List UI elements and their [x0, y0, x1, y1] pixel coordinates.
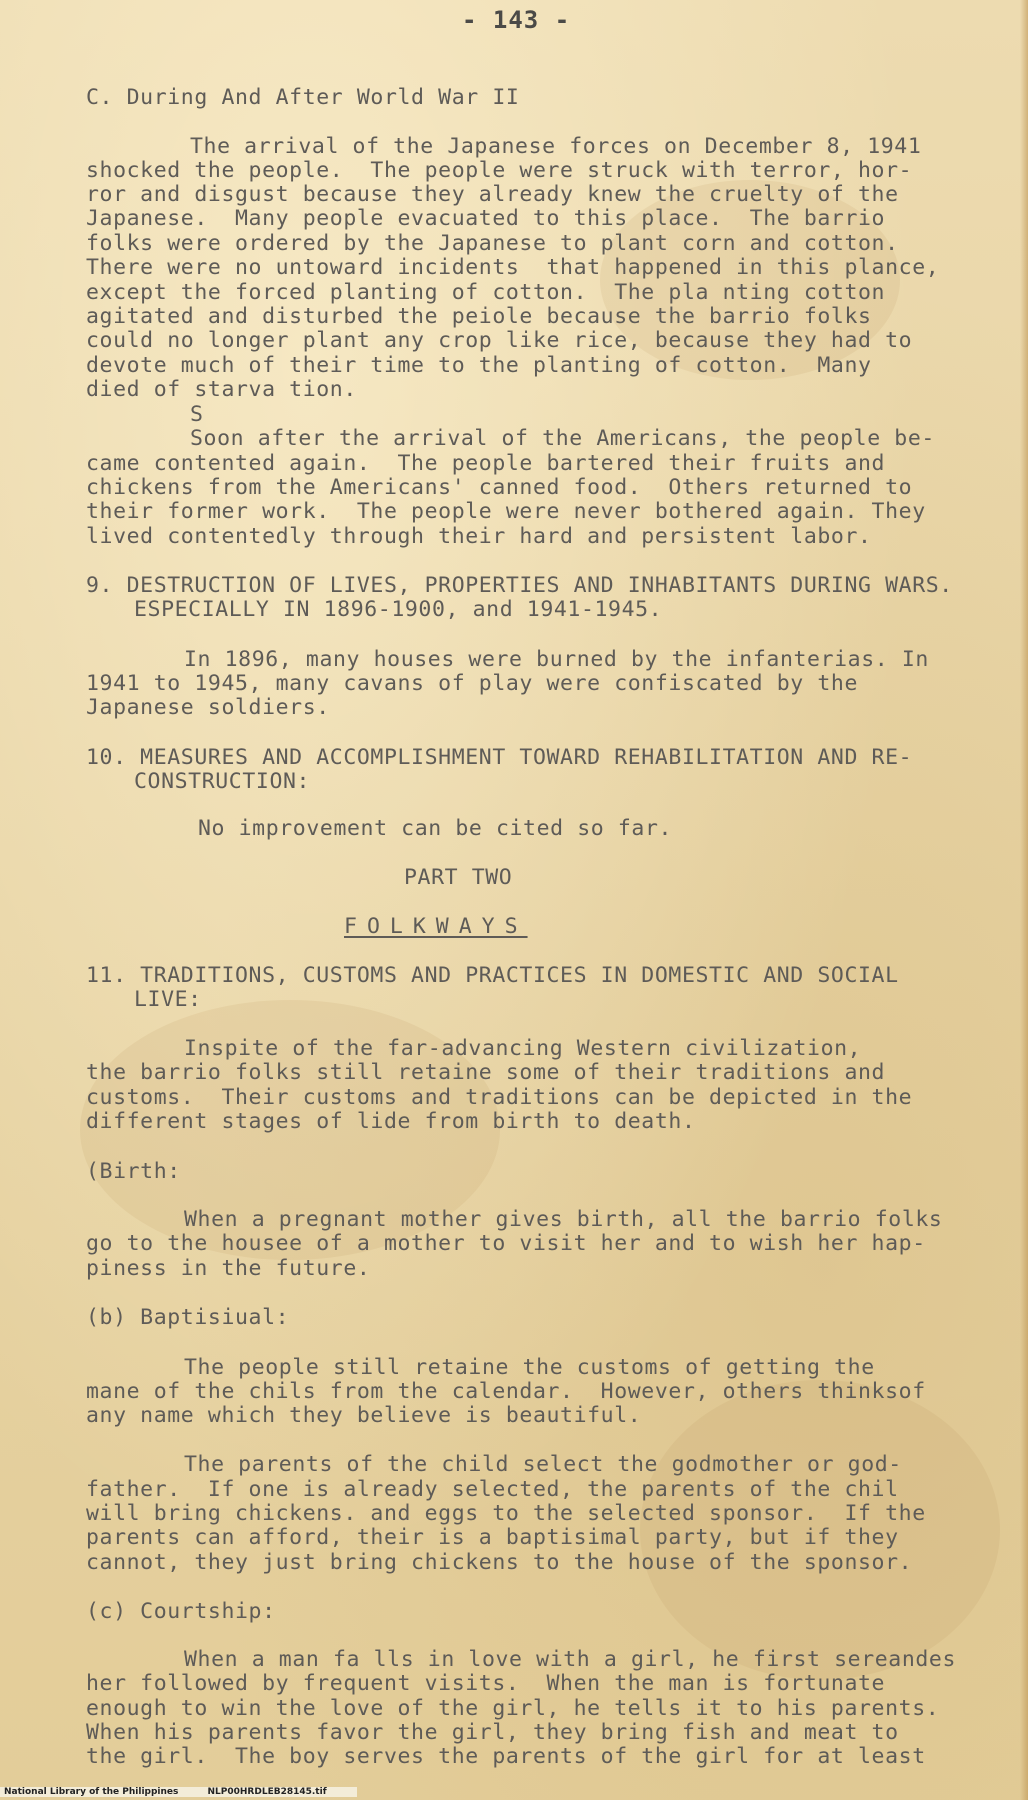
numbered-heading: 9. DESTRUCTION OF LIVES, PROPERTIES AND INHABITANTS DURING WARS. — [86, 573, 953, 598]
text-line: mane of the chils from the calendar. However, others thinksof — [86, 1379, 926, 1404]
scan-footer — [0, 1787, 357, 1797]
text-line: will bring chickens. and eggs to the selected sponsor. If the — [86, 1501, 926, 1526]
numbered-heading: ESPECIALLY IN 1896-1900, and 1941-1945. — [134, 597, 663, 622]
text-line: died of starva tion. — [86, 377, 357, 402]
subheading: (c) Courtship: — [86, 1599, 276, 1624]
subheading: (Birth: — [86, 1159, 181, 1184]
text-line: father. If one is already selected, the parents of the chil — [86, 1477, 899, 1502]
text-line: shocked the people. The people were struck with terror, hor- — [86, 158, 913, 183]
text-line: piness in the future. — [86, 1256, 371, 1281]
text-line: different stages of lide from birth to death. — [86, 1109, 696, 1134]
text-line: came contented again. The people bartered their fruits and — [86, 451, 886, 476]
text-line: the barrio folks still retaine some of their traditions and — [86, 1060, 886, 1085]
text-line: cannot, they just bring chickens to the house of the sponsor. — [86, 1550, 913, 1575]
text-line: could no longer plant any crop like rice, because they had to — [86, 328, 913, 353]
text-line: The parents of the child select the godmother or god- — [184, 1452, 902, 1477]
numbered-heading: 10. MEASURES AND ACCOMPLISHMENT TOWARD REHABILITATION AND RE- — [86, 745, 913, 770]
text-line: any name which they believe is beautiful. — [86, 1403, 642, 1428]
text-line: parents can afford, their is a baptisimal party, but if they — [86, 1525, 899, 1550]
text-line: go to the housee of a mother to visit her and to wish her hap- — [86, 1231, 926, 1256]
text-line: Soon after the arrival of the Americans, the people be- — [190, 426, 935, 451]
text-line: agitated and disturbed the peiole because the barrio folks — [86, 304, 872, 329]
file-name: NLP00HRDLEB28145.tif — [207, 1787, 327, 1797]
numbered-heading: CONSTRUCTION: — [134, 769, 311, 794]
margin-mark: S — [190, 402, 204, 427]
text-line: her followed by frequent visits. When the man is fortunate — [86, 1671, 886, 1696]
text-line: The people still retaine the customs of getting the — [184, 1355, 875, 1380]
text-line: When a man fa lls in love with a girl, he first sereandes — [184, 1647, 957, 1672]
text-line: The arrival of the Japanese forces on December 8, 1941 — [190, 134, 922, 159]
text-line: There were no untoward incidents that happened in this plance, — [86, 255, 940, 280]
text-line: folks were ordered by the Japanese to plant corn and cotton. — [86, 231, 899, 256]
text-line: In 1896, many houses were burned by the infanterias. In — [184, 647, 929, 672]
part-heading: PART TWO — [404, 865, 513, 890]
subheading: (b) Baptisiual: — [86, 1305, 290, 1330]
text-line: No improvement can be cited so far. — [198, 816, 673, 841]
text-line: chickens from the Americans' canned food. Others returned to — [86, 475, 913, 500]
text-line: lived contentedly through their hard and persistent labor. — [86, 524, 872, 549]
numbered-heading: LIVE: — [134, 987, 202, 1012]
text-line: devote much of their time to the planting of cotton. Many — [86, 353, 872, 378]
page-number: - 143 - — [462, 6, 571, 34]
text-line: enough to win the love of the girl, he tells it to his parents. — [86, 1696, 940, 1721]
text-line: When a pregnant mother gives birth, all the barrio folks — [184, 1207, 943, 1232]
library-name: National Library of the Philippines — [4, 1787, 179, 1797]
page-edge — [1020, 0, 1028, 1800]
folkways-heading: FOLKWAYS — [344, 914, 528, 939]
section-heading: C. During And After World War II — [86, 85, 520, 110]
text-line: their former work. The people were never bothered again. They — [86, 499, 926, 524]
numbered-heading: 11. TRADITIONS, CUSTOMS AND PRACTICES IN DOMESTIC AND SOCIAL — [86, 963, 899, 988]
text-line: the girl. The boy serves the parents of the girl for at least — [86, 1744, 926, 1769]
text-line: When his parents favor the girl, they bring fish and meat to — [86, 1720, 899, 1745]
text-line: Japanese. Many people evacuated to this place. The barrio — [86, 206, 886, 231]
text-line: 1941 to 1945, many cavans of play were confiscated by the — [86, 671, 859, 696]
text-line: Japanese soldiers. — [86, 695, 330, 720]
text-line: except the forced planting of cotton. The pla nting cotton — [86, 280, 886, 305]
text-line: Inspite of the far-advancing Western civilization, — [184, 1036, 862, 1061]
text-line: ror and disgust because they already knew the cruelty of the — [86, 182, 899, 207]
text-line: customs. Their customs and traditions can be depicted in the — [86, 1085, 913, 1110]
